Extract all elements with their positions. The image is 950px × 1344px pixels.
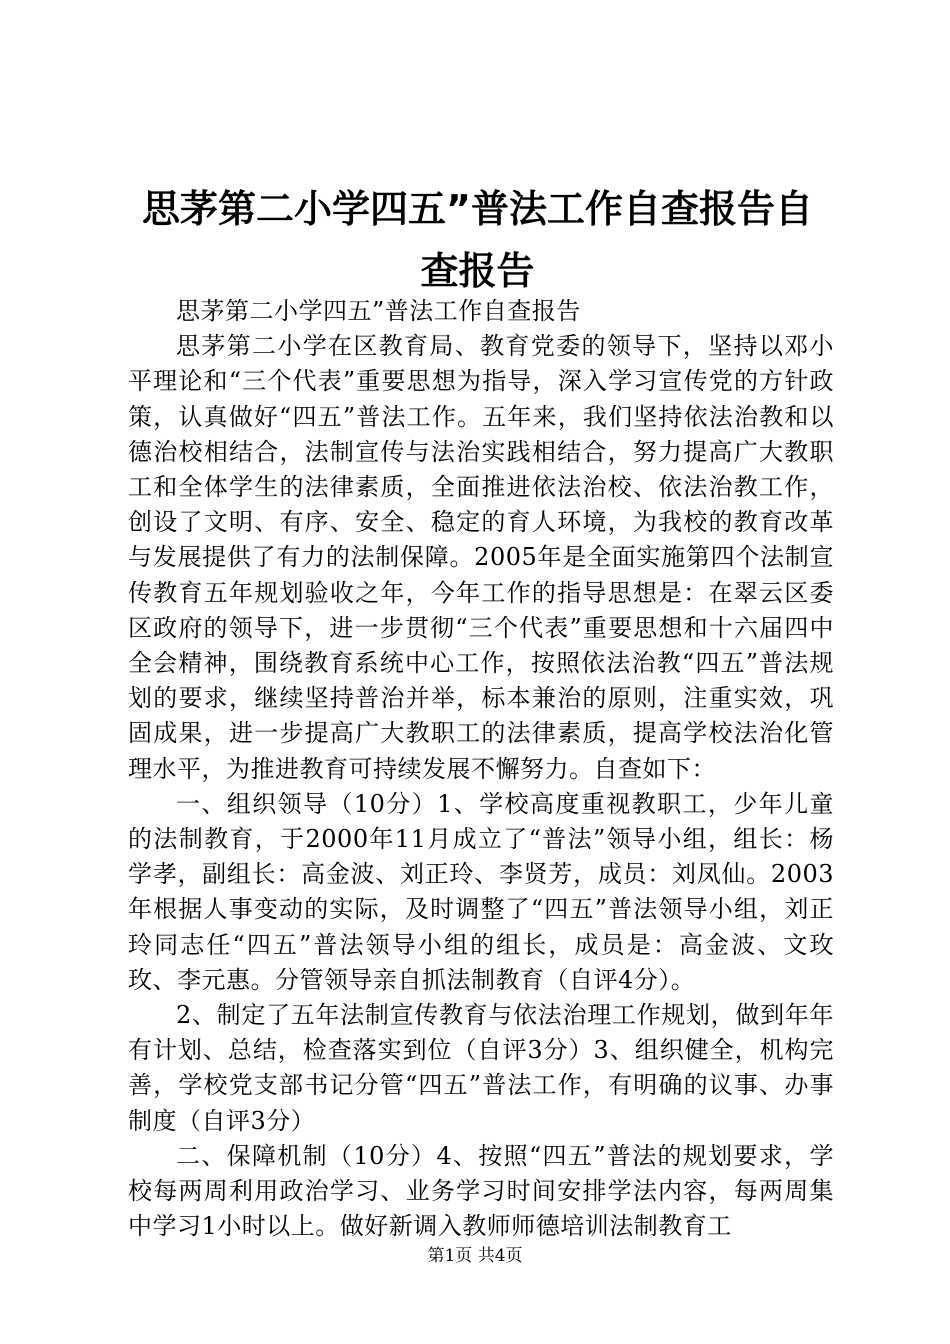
document-title: 思茅第二小学四五”普法工作自查报告自查报告: [142, 187, 813, 293]
document-body: [128, 294, 834, 1244]
paragraph-guarantee: 二、保障机制（10分）4、按照“四五”普法的规划要求，学校每两周利用政治学习、业务学习时间安排学法内容，每两周集中学习1小时以上。做好新调入教师师德培训法制教育工: [128, 1141, 834, 1241]
page-number-footer: 第1页 共4页: [427, 1246, 523, 1266]
paragraph-intro: 思茅第二小学在区教育局、教育党委的领导下，坚持以邓小平理论和“三个代表”重要思想为指导，深入学习宣传党的方针政策，认真做好“四五”普法工作。五年来，我们坚持依法治教和以德治校相结合，法制宣传与法治实践相结合，努力提高广大教职工和全体学生的法律素质，全面推进依法治校、依法治教工作，创设了文明、有序、安全、稳定的育人环境，为我校的教育改革与发展提供了有力的法制保障。2005年是全面实施第四个法制宣传教育五年规划验收之年，今年工作的指导思想是：在翠云区委区政府的领导下，进一步贯彻“三个代表”重要思想和十六届四中全会精神，围绕教育系统中心工作，按照依法治教“四五”普法规划的要求，继续坚持普治并举，标本兼治的原则，注重实效，巩固成果，进一步提高广大教职工的法律素质，提高学校法治化管理水平，为推进教育可持续发展不懈努力。自查如下：: [128, 332, 834, 783]
paragraph-planning: 2、制定了五年法制宣传教育与依法治理工作规划，做到年年有计划、总结，检查落实到位（自评3分）3、组织健全，机构完善，学校党支部书记分管“四五”普法工作，有明确的议事、办事制度（自评3分）: [128, 1001, 834, 1135]
paragraph-subtitle: 思茅第二小学四五”普法工作自查报告: [176, 297, 581, 325]
paragraph-organization: 一、组织领导（10分）1、学校高度重视教职工，少年儿童的法制教育，于2000年11月成立了“普法”领导小组，组长：杨学孝，副组长：高金波、刘正玲、李贤芳，成员：刘凤仙。2003年根据人事变动的实际，及时调整了“四五”普法领导小组，刘正玲同志任“四五”普法领导小组的组长，成员是：高金波、文玫玫、李元惠。分管领导亲自抓法制教育（自评4分）。: [128, 789, 834, 994]
